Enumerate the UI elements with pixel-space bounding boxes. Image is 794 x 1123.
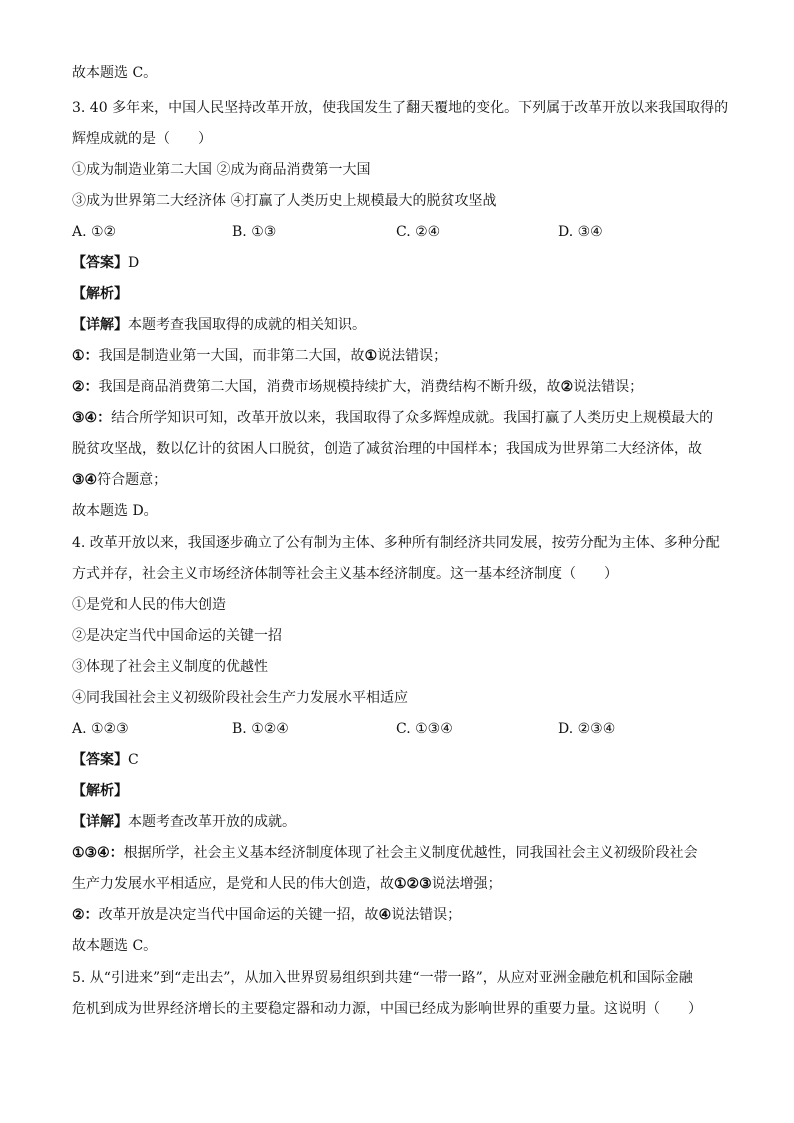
q3-explanation-2 (72, 378, 643, 396)
statement-mark: ④ (378, 907, 392, 923)
explanation-text: 我国是商品消费第二大国，消费市场规模持续扩大，消费结构不断升级，故 (98, 379, 561, 395)
q4-option-c: C. ①③④ (396, 721, 453, 737)
statement-mark: ① (364, 348, 378, 364)
q3-option-a: A. ①② (72, 224, 117, 240)
q4-explanation-1a (72, 844, 698, 862)
statement-mark: ② (560, 379, 574, 395)
detail-text: 本题考查我国取得的成就的相关知识。 (128, 317, 366, 333)
q5-stem-line-2: 危机到成为世界经济增长的主要稳定器和动力源，中国已经成为影响世界的重要力量。这说明（ ） (72, 1001, 702, 1017)
detail-text: 本题考查改革开放的成就。 (128, 814, 296, 830)
explanation-end: 说法错误； (391, 907, 462, 923)
statement-mark: ③④ (72, 472, 98, 488)
q4-stem-line-2: 方式并存，社会主义市场经济体制等社会主义基本经济制度。这一基本经济制度（ ） (72, 566, 618, 582)
q3-analysis-label: 【解析】 (72, 286, 128, 302)
q3-stem-line-1: 3. 40 多年来，中国人民坚持改革开放，使我国发生了翻天覆地的变化。下列属于改革开放以来我国取得的 (72, 100, 729, 116)
q4-statement-2: ②是决定当代中国命运的关键一招 (72, 628, 282, 644)
q3-explanation-3b: 脱贫攻坚战，数以亿计的贫困人口脱贫，创造了减贫治理的中国样本；我国成为世界第二大经济体，故 (72, 441, 702, 457)
q4-option-d: D. ②③④ (558, 721, 616, 737)
q3-option-b: B. ①③ (232, 224, 277, 240)
explanation-end: 说法错误； (377, 348, 448, 364)
q3-option-d: D. ③④ (558, 224, 603, 240)
q4-answer (72, 751, 139, 769)
q3-statement-1-2: ①成为制造业第二大国 ②成为商品消费第一大国 (72, 162, 371, 178)
q4-explanation-1b (72, 875, 502, 893)
q3-explanation-3a (72, 409, 713, 427)
q3-stem-line-2: 辉煌成就的是（ ） (72, 131, 212, 147)
explanation-text: 改革开放是决定当代中国命运的关键一招，故 (98, 907, 379, 923)
q4-statement-3: ③体现了社会主义制度的优越性 (72, 659, 268, 675)
q3-conclusion: 故本题选 D。 (72, 503, 158, 519)
statement-tag: ②： (72, 379, 99, 395)
explanation-end: 符合题意； (97, 472, 168, 488)
q4-detail (72, 813, 296, 831)
q4-option-b: B. ①②④ (232, 721, 289, 737)
q3-explanation-1 (72, 347, 447, 365)
explanation-text: 我国是制造业第一大国，而非第二大国，故 (98, 348, 365, 364)
q4-options (72, 720, 732, 738)
q4-statement-4: ④同我国社会主义初级阶段社会生产力发展水平相适应 (72, 690, 408, 706)
detail-label: 【详解】 (72, 814, 128, 830)
q4-analysis-label: 【解析】 (72, 783, 128, 799)
q4-option-a: A. ①②③ (72, 721, 129, 737)
q4-stem-line-1: 4. 改革开放以来，我国逐步确立了公有制为主体、多种所有制经济共同发展，按劳分配为主体、多种分配 (72, 535, 720, 551)
statement-tag: ②： (72, 907, 99, 923)
q4-conclusion: 故本题选 C。 (72, 938, 158, 954)
q3-detail (72, 316, 366, 334)
q3-answer (72, 254, 139, 272)
explanation-text: 根据所学，社会主义基本经济制度体现了社会主义制度优越性，同我国社会主义初级阶段社会 (123, 845, 698, 861)
detail-label: 【详解】 (72, 317, 128, 333)
explanation-end: 说法增强； (431, 876, 502, 892)
q4-statement-1: ①是党和人民的伟大创造 (72, 597, 226, 613)
statement-mark: ①②③ (394, 876, 432, 892)
explanation-text: 生产力发展水平相适应，是党和人民的伟大创造，故 (72, 876, 394, 892)
explanation-text: 结合所学知识可知，改革开放以来，我国取得了众多辉煌成就。我国打赢了人类历史上规模最大的 (111, 410, 714, 426)
statement-tag: ①： (72, 348, 99, 364)
q3-option-c: C. ②④ (396, 224, 441, 240)
answer-value: D (128, 255, 140, 271)
statement-tag: ③④： (72, 410, 112, 426)
q5-stem-line-1: 5. 从“引进来”到“走出去”，从加入世界贸易组织到共建“一带一路”，从应对亚洲金融危机和国际金融 (72, 970, 693, 986)
answer-label: 【答案】 (72, 255, 128, 271)
q2-conclusion: 故本题选 C。 (72, 65, 158, 81)
q3-statement-3-4: ③成为世界第二大经济体 ④打赢了人类历史上规模最大的脱贫攻坚战 (72, 193, 497, 209)
q4-explanation-2 (72, 906, 461, 924)
q3-options (72, 223, 732, 241)
answer-label: 【答案】 (72, 752, 128, 768)
answer-value: C (128, 752, 139, 768)
statement-tag: ①③④： (72, 845, 124, 861)
explanation-end: 说法错误； (573, 379, 644, 395)
q3-explanation-3c (72, 471, 167, 489)
